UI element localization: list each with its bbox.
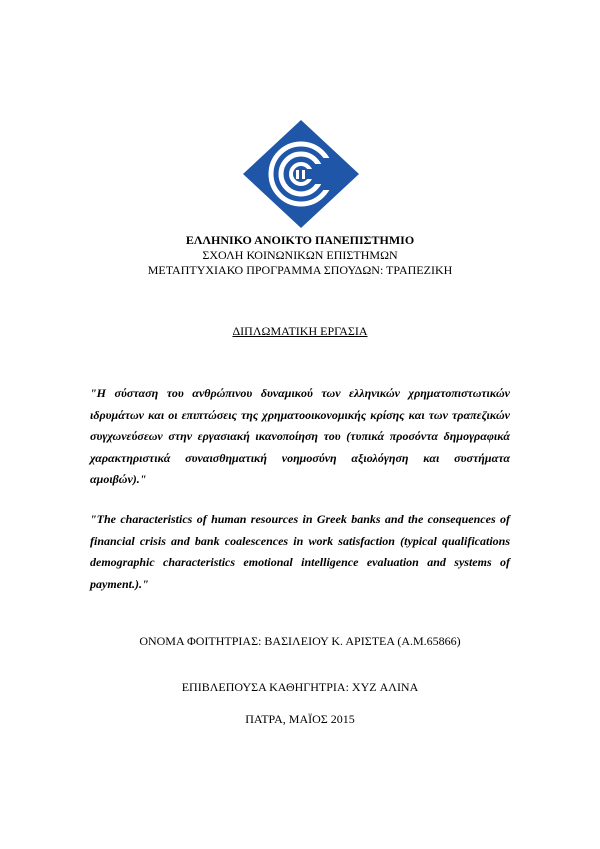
place-date: ΠΑΤΡΑ, ΜΑΪΟΣ 2015 <box>245 712 355 726</box>
thesis-title-english: "The characteristics of human resources in Greek banks and the consequences of financial crisis and bank coalescences in work satisfaction (typical qualifications demographic characteristics emotional intelligence evaluation and systems of payment.)." <box>90 512 510 591</box>
program-name: ΜΕΤΑΠΤΥΧΙΑΚΟ ΠΡΟΓΡΑΜΜΑ ΣΠΟΥΔΩΝ: ΤΡΑΠΕΖΙΚΗ <box>147 263 453 277</box>
university-emblem-icon <box>241 118 361 230</box>
university-name: ΕΛΛΗΝΙΚΟ ΑΝΟΙΚΤΟ ΠΑΝΕΠΙΣΤΗΜΙΟ <box>185 233 415 247</box>
school-name: ΣΧΟΛΗ ΚΟΙΝΩΝΙΚΩΝ ΕΠΙΣΤΗΜΩΝ <box>202 248 398 262</box>
document-type: ΔΙΠΛΩΜΑΤΙΚΗ ΕΡΓΑΣΙΑ <box>232 324 368 338</box>
student-name-line: ΟΝΟΜΑ ΦΟΙΤΗΤΡΙΑΣ: ΒΑΣΙΛΕΙΟΥ Κ. ΑΡΙΣΤΕΑ (Α.Μ.65866) <box>139 634 461 648</box>
supervisor-line: ΕΠΙΒΛΕΠΟΥΣΑ ΚΑΘΗΓΗΤΡΙΑ: XYZ ΑΛΙΝΑ <box>181 680 419 694</box>
thesis-title-greek: "Η σύσταση του ανθρώπινου δυναμικού των ελληνικών χρηματοπιστωτικών ιδρυμάτων και οι επιπτώσεις της χρηματοοικονομικής κρίσης και των τραπεζικών συγχωνεύσεων στην εργασιακή ικανοποίηση του (τυπικά προσόντα δημογραφικά χαρακτηριστικά συναισθηματική νοημοσύνη αξιολόγηση και συστήματα αμοιβών)." <box>90 386 510 486</box>
